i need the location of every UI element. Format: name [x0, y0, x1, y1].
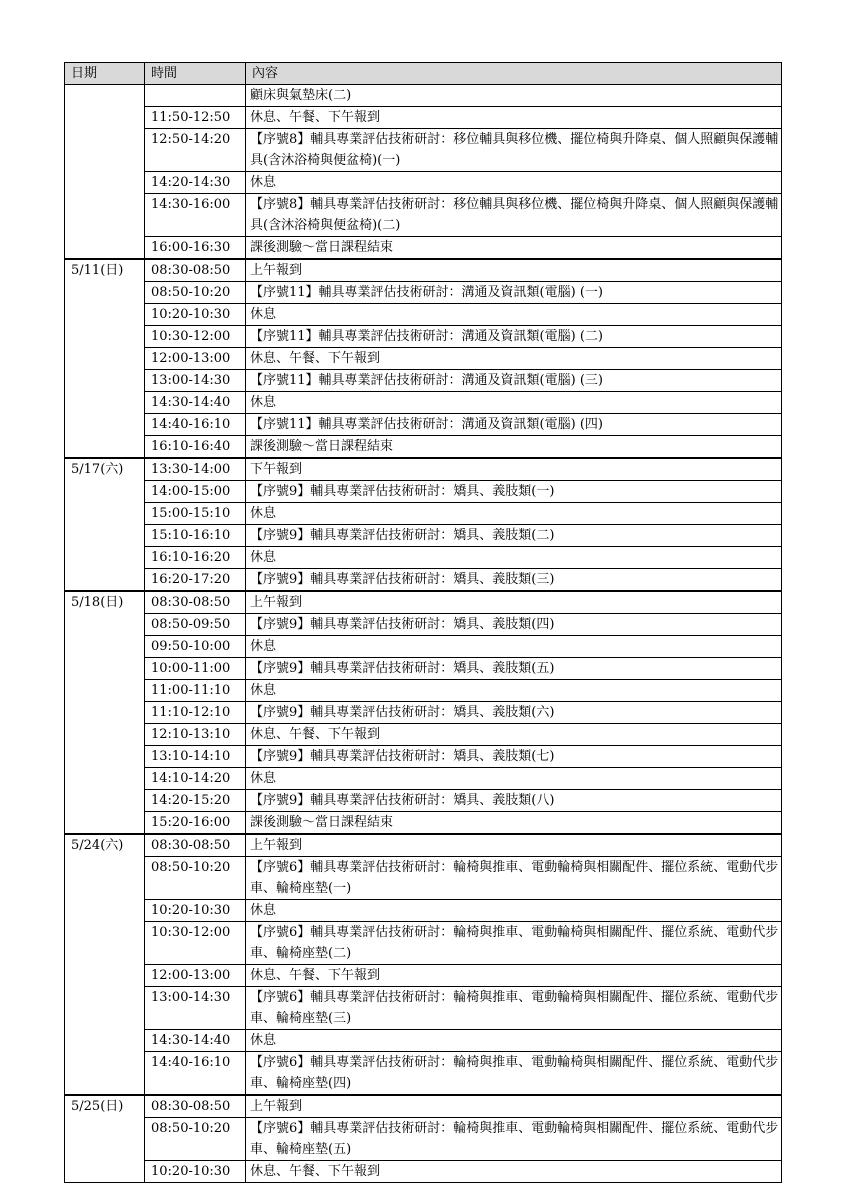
table-row — [65, 680, 782, 702]
table-row — [65, 658, 782, 680]
content-cell: 休息、午餐、下午報到 — [246, 107, 782, 129]
date-cell — [65, 129, 145, 172]
time-cell: 08:30-08:50 — [145, 834, 246, 857]
date-cell — [65, 1030, 145, 1052]
date-cell — [65, 85, 145, 107]
content-cell: 上午報到 — [246, 1095, 782, 1118]
table-row — [65, 85, 782, 107]
content-cell: 休息、午餐、下午報到 — [246, 1161, 782, 1183]
date-cell — [65, 436, 145, 459]
header-content: 內容 — [246, 63, 782, 85]
content-cell: 休息 — [246, 900, 782, 922]
table-row — [65, 392, 782, 414]
table-row — [65, 1095, 782, 1118]
date-cell — [65, 768, 145, 790]
table-row — [65, 237, 782, 260]
date-cell — [65, 392, 145, 414]
date-cell: 5/25(日) — [65, 1095, 145, 1118]
date-cell — [65, 414, 145, 436]
content-cell: 【序號6】輔具專業評估技術研討：輪椅與推車、電動輪椅與相關配件、擺位系統、電動代步車、輪椅座墊(一) — [246, 857, 782, 900]
time-cell: 15:20-16:00 — [145, 812, 246, 835]
content-cell: 休息 — [246, 503, 782, 525]
content-cell: 休息 — [246, 768, 782, 790]
time-cell: 08:50-10:20 — [145, 857, 246, 900]
table-row — [65, 1118, 782, 1161]
table-row — [65, 259, 782, 282]
table-row — [65, 458, 782, 481]
table-row — [65, 414, 782, 436]
date-cell — [65, 282, 145, 304]
time-cell: 14:30-14:40 — [145, 1030, 246, 1052]
table-row — [65, 107, 782, 129]
date-cell — [65, 569, 145, 592]
date-cell — [65, 680, 145, 702]
time-cell: 08:30-08:50 — [145, 591, 246, 614]
time-cell: 11:10-12:10 — [145, 702, 246, 724]
time-cell: 09:50-10:00 — [145, 636, 246, 658]
date-cell — [65, 614, 145, 636]
table-row — [65, 1052, 782, 1096]
content-cell: 上午報到 — [246, 834, 782, 857]
time-cell: 13:00-14:30 — [145, 987, 246, 1030]
content-cell: 課後測驗～當日課程結束 — [246, 812, 782, 835]
time-cell: 14:40-16:10 — [145, 1052, 246, 1096]
date-cell — [65, 636, 145, 658]
date-cell — [65, 1118, 145, 1161]
content-cell: 休息 — [246, 636, 782, 658]
date-cell: 5/24(六) — [65, 834, 145, 857]
content-cell: 【序號6】輔具專業評估技術研討：輪椅與推車、電動輪椅與相關配件、擺位系統、電動代步車、輪椅座墊(三) — [246, 987, 782, 1030]
date-cell — [65, 525, 145, 547]
content-cell: 下午報到 — [246, 458, 782, 481]
time-cell: 15:10-16:10 — [145, 525, 246, 547]
content-cell: 休息 — [246, 1030, 782, 1052]
time-cell: 13:30-14:00 — [145, 458, 246, 481]
table-row — [65, 768, 782, 790]
content-cell: 【序號9】輔具專業評估技術研討：矯具、義肢類(八) — [246, 790, 782, 812]
table-row — [65, 812, 782, 835]
content-cell: 【序號9】輔具專業評估技術研討：矯具、義肢類(二) — [246, 525, 782, 547]
time-cell: 10:00-11:00 — [145, 658, 246, 680]
content-cell: 【序號9】輔具專業評估技術研討：矯具、義肢類(六) — [246, 702, 782, 724]
content-cell: 【序號6】輔具專業評估技術研討：輪椅與推車、電動輪椅與相關配件、擺位系統、電動代步車、輪椅座墊(四) — [246, 1052, 782, 1096]
date-cell — [65, 746, 145, 768]
time-cell: 10:30-12:00 — [145, 922, 246, 965]
content-cell: 顧床與氣墊床(二) — [246, 85, 782, 107]
content-cell: 【序號6】輔具專業評估技術研討：輪椅與推車、電動輪椅與相關配件、擺位系統、電動代步車、輪椅座墊(五) — [246, 1118, 782, 1161]
content-cell: 休息 — [246, 172, 782, 194]
header-time: 時間 — [145, 63, 246, 85]
content-cell: 【序號9】輔具專業評估技術研討：矯具、義肢類(四) — [246, 614, 782, 636]
time-cell: 13:10-14:10 — [145, 746, 246, 768]
content-cell: 【序號9】輔具專業評估技術研討：矯具、義肢類(一) — [246, 481, 782, 503]
date-cell — [65, 702, 145, 724]
table-row — [65, 525, 782, 547]
time-cell: 16:10-16:40 — [145, 436, 246, 459]
time-cell: 14:20-15:20 — [145, 790, 246, 812]
content-cell: 上午報到 — [246, 591, 782, 614]
table-row — [65, 965, 782, 987]
date-cell — [65, 922, 145, 965]
date-cell — [65, 503, 145, 525]
table-row — [65, 857, 782, 900]
date-cell: 5/18(日) — [65, 591, 145, 614]
date-cell — [65, 658, 145, 680]
time-cell: 11:00-11:10 — [145, 680, 246, 702]
table-row — [65, 304, 782, 326]
table-row — [65, 834, 782, 857]
time-cell: 14:40-16:10 — [145, 414, 246, 436]
date-cell — [65, 326, 145, 348]
content-cell: 休息 — [246, 680, 782, 702]
date-cell — [65, 547, 145, 569]
content-cell: 休息、午餐、下午報到 — [246, 965, 782, 987]
time-cell — [145, 85, 246, 107]
content-cell: 【序號11】輔具專業評估技術研討：溝通及資訊類(電腦) (二) — [246, 326, 782, 348]
date-cell — [65, 172, 145, 194]
date-cell — [65, 370, 145, 392]
date-cell — [65, 481, 145, 503]
table-row — [65, 636, 782, 658]
content-cell: 休息 — [246, 304, 782, 326]
time-cell: 08:50-10:20 — [145, 1118, 246, 1161]
table-row — [65, 547, 782, 569]
content-cell: 【序號9】輔具專業評估技術研討：矯具、義肢類(五) — [246, 658, 782, 680]
table-row — [65, 129, 782, 172]
content-cell: 【序號11】輔具專業評估技術研討：溝通及資訊類(電腦) (一) — [246, 282, 782, 304]
table-row — [65, 569, 782, 592]
table-row — [65, 987, 782, 1030]
time-cell: 15:00-15:10 — [145, 503, 246, 525]
content-cell: 【序號9】輔具專業評估技術研討：矯具、義肢類(三) — [246, 569, 782, 592]
schedule-table — [64, 62, 782, 1183]
table-row — [65, 436, 782, 459]
table-row — [65, 503, 782, 525]
content-cell: 【序號11】輔具專業評估技術研討：溝通及資訊類(電腦) (三) — [246, 370, 782, 392]
time-cell: 08:30-08:50 — [145, 259, 246, 282]
time-cell: 08:50-09:50 — [145, 614, 246, 636]
time-cell: 10:20-10:30 — [145, 1161, 246, 1183]
content-cell: 課後測驗～當日課程結束 — [246, 436, 782, 459]
date-cell — [65, 965, 145, 987]
content-cell: 【序號9】輔具專業評估技術研討：矯具、義肢類(七) — [246, 746, 782, 768]
table-row — [65, 922, 782, 965]
time-cell: 08:50-10:20 — [145, 282, 246, 304]
time-cell: 12:00-13:00 — [145, 965, 246, 987]
content-cell: 休息 — [246, 547, 782, 569]
table-row — [65, 326, 782, 348]
table-row — [65, 1161, 782, 1183]
table-row — [65, 591, 782, 614]
date-cell: 5/11(日) — [65, 259, 145, 282]
content-cell: 休息 — [246, 392, 782, 414]
time-cell: 11:50-12:50 — [145, 107, 246, 129]
header-date: 日期 — [65, 63, 145, 85]
time-cell: 16:20-17:20 — [145, 569, 246, 592]
table-row — [65, 370, 782, 392]
date-cell — [65, 1161, 145, 1183]
time-cell: 12:50-14:20 — [145, 129, 246, 172]
time-cell: 13:00-14:30 — [145, 370, 246, 392]
date-cell: 5/17(六) — [65, 458, 145, 481]
date-cell — [65, 812, 145, 835]
time-cell: 10:20-10:30 — [145, 900, 246, 922]
time-cell: 16:10-16:20 — [145, 547, 246, 569]
time-cell: 14:00-15:00 — [145, 481, 246, 503]
date-cell — [65, 107, 145, 129]
date-cell — [65, 790, 145, 812]
table-row — [65, 900, 782, 922]
date-cell — [65, 304, 145, 326]
date-cell — [65, 194, 145, 237]
table-row — [65, 614, 782, 636]
table-row — [65, 1030, 782, 1052]
content-cell: 休息、午餐、下午報到 — [246, 724, 782, 746]
date-cell — [65, 348, 145, 370]
table-row — [65, 790, 782, 812]
date-cell — [65, 1052, 145, 1096]
content-cell: 休息、午餐、下午報到 — [246, 348, 782, 370]
table-row — [65, 481, 782, 503]
content-cell: 【序號6】輔具專業評估技術研討：輪椅與推車、電動輪椅與相關配件、擺位系統、電動代步車、輪椅座墊(二) — [246, 922, 782, 965]
table-row — [65, 702, 782, 724]
time-cell: 12:10-13:10 — [145, 724, 246, 746]
date-cell — [65, 987, 145, 1030]
time-cell: 14:20-14:30 — [145, 172, 246, 194]
time-cell: 12:00-13:00 — [145, 348, 246, 370]
content-cell: 課後測驗～當日課程結束 — [246, 237, 782, 260]
date-cell — [65, 900, 145, 922]
schedule-body — [65, 85, 782, 1183]
table-row — [65, 746, 782, 768]
table-row — [65, 172, 782, 194]
time-cell: 08:30-08:50 — [145, 1095, 246, 1118]
time-cell: 14:10-14:20 — [145, 768, 246, 790]
table-row — [65, 282, 782, 304]
table-row — [65, 348, 782, 370]
table-row — [65, 194, 782, 237]
table-row — [65, 724, 782, 746]
time-cell: 16:00-16:30 — [145, 237, 246, 260]
date-cell — [65, 724, 145, 746]
header-row — [65, 63, 782, 85]
content-cell: 【序號11】輔具專業評估技術研討：溝通及資訊類(電腦) (四) — [246, 414, 782, 436]
time-cell: 14:30-14:40 — [145, 392, 246, 414]
content-cell: 上午報到 — [246, 259, 782, 282]
time-cell: 10:20-10:30 — [145, 304, 246, 326]
time-cell: 14:30-16:00 — [145, 194, 246, 237]
date-cell — [65, 237, 145, 260]
content-cell: 【序號8】輔具專業評估技術研討：移位輔具與移位機、擺位椅與升降桌、個人照顧與保護輔具(含沐浴椅與便盆椅)(二) — [246, 194, 782, 237]
date-cell — [65, 857, 145, 900]
time-cell: 10:30-12:00 — [145, 326, 246, 348]
content-cell: 【序號8】輔具專業評估技術研討：移位輔具與移位機、擺位椅與升降桌、個人照顧與保護輔具(含沐浴椅與便盆椅)(一) — [246, 129, 782, 172]
